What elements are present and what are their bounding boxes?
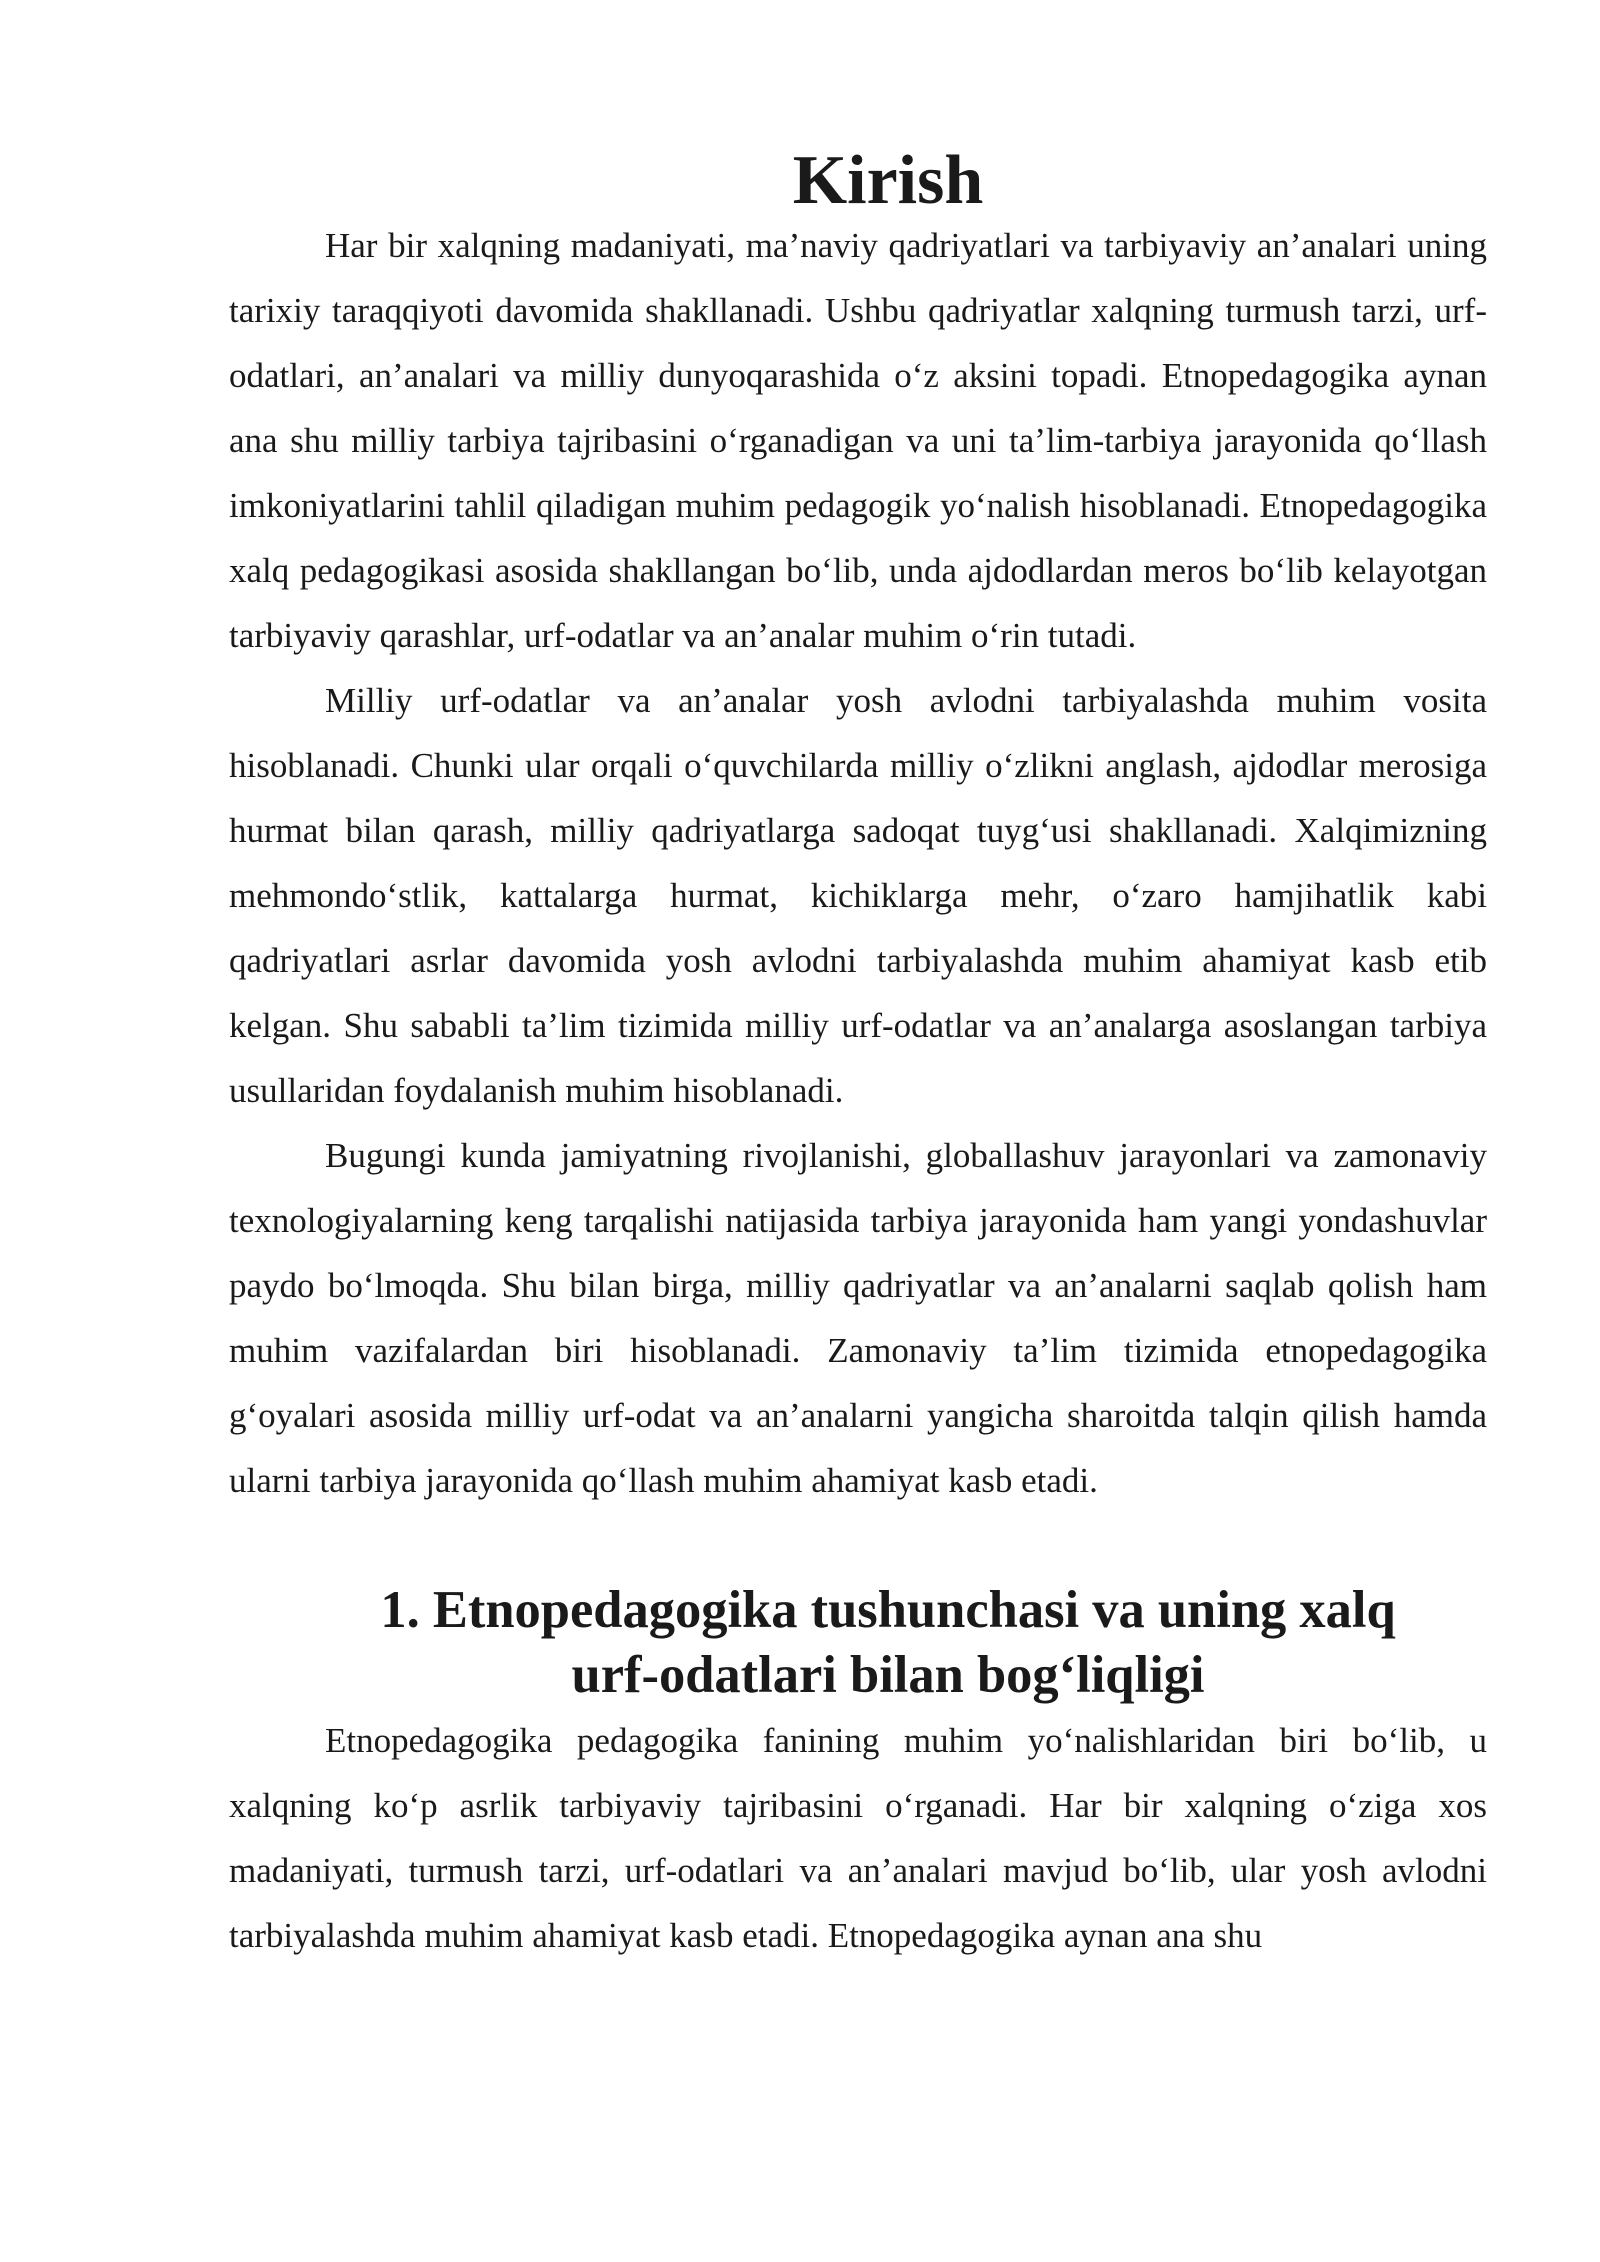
intro-paragraph-2: Milliy urf-odatlar va an’analar yosh avlodni tarbiyalashda muhim vosita hisoblanadi. Chunki ular orqali o‘quvchilarda milliy o‘zlikni anglash, ajdodlar merosiga hurmat bilan qarash, milliy qadriyatlarga sadoqat tuyg‘usi shakllanadi. Xalqimizning mehmondo‘stlik, kattalarga hurmat, kichiklarga mehr, o‘zaro hamjihatlik kabi qadriyatlari asrlar davomida yosh avlodni tarbiyalashda muhim ahamiyat kasb etib kelgan. Shu sababli ta’lim tizimida milliy urf-odatlar va an’analarga asoslangan tarbiya usullaridan foydalanish muhim hisoblanadi.	[229, 681, 1487, 1110]
document-body	[229, 142, 1487, 1968]
section-1-heading: 1. Etnopedagogika tushunchasi va uning xalq urf-odatlari bilan bog‘liqligi	[380, 1581, 1396, 1704]
intro-heading: Kirish	[792, 142, 984, 219]
intro-paragraph-1: Har bir xalqning madaniyati, ma’naviy qadriyatlari va tarbiyaviy an’analari uning tarixiy taraqqiyoti davomida shakllanadi. Ushbu qadriyatlar xalqning turmush tarzi, urf-odatlari, an’analari va milliy dunyoqarashida o‘z aksini topadi. Etnopedagogika aynan ana shu milliy tarbiya tajribasini o‘rganadigan va uni ta’lim-tarbiya jarayonida qo‘llash imkoniyatlarini tahlil qiladigan muhim pedagogik yo‘nalish hisoblanadi. Etnopedagogika xalq pedagogikasi asosida shakllangan bo‘lib, unda ajdodlardan meros bo‘lib kelayotgan tarbiyaviy qarashlar, urf-odatlar va an’analar muhim o‘rin tutadi.	[229, 226, 1487, 655]
intro-paragraph-3: Bugungi kunda jamiyatning rivojlanishi, globallashuv jarayonlari va zamonaviy texnologiyalarning keng tarqalishi natijasida tarbiya jarayonida ham yangi yondashuvlar paydo bo‘lmoqda. Shu bilan birga, milliy qadriyatlar va an’analarni saqlab qolish ham muhim vazifalardan biri hisoblanadi. Zamonaviy ta’lim tizimida etnopedagogika g‘oyalari asosida milliy urf-odat va an’analarni yangicha sharoitda talqin qilish hamda ularni tarbiya jarayonida qo‘llash muhim ahamiyat kasb etadi.	[229, 1136, 1487, 1500]
section-1-paragraph: Etnopedagogika pedagogika fanining muhim yo‘nalishlaridan biri bo‘lib, u xalqning ko‘p asrlik tarbiyaviy tajribasini o‘rganadi. Har bir xalqning o‘ziga xos madaniyati, turmush tarzi, urf-odatlari va an’analari mavjud bo‘lib, ular yosh avlodni tarbiyalashda muhim ahamiyat kasb etadi. Etnopedagogika aynan ana shu	[229, 1721, 1487, 1955]
